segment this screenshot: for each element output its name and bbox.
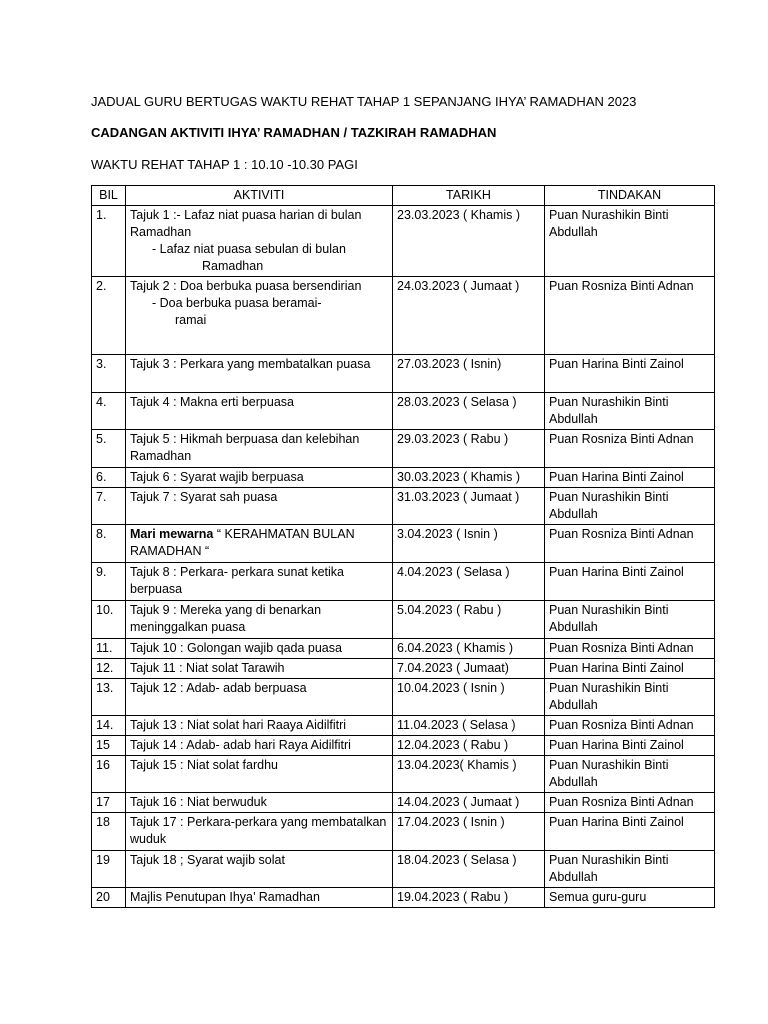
cell-tarikh: 24.03.2023 ( Jumaat ) [393,277,545,355]
cell-tindakan: Puan Rosniza Binti Adnan [545,639,715,659]
table-row [92,206,715,277]
cell-tindakan: Puan Nurashikin Binti Abdullah [545,851,715,888]
cell-tindakan: Puan Harina Binti Zainol [545,659,715,679]
aktiviti-text: Tajuk 18 ; Syarat wajib solat [130,853,285,867]
table-row [92,468,715,488]
cell-tarikh: 19.04.2023 ( Rabu ) [393,888,545,908]
cell-aktiviti [126,430,393,468]
cell-bil: 8. [92,525,126,563]
cell-tarikh: 31.03.2023 ( Jumaat ) [393,488,545,525]
cell-aktiviti [126,659,393,679]
aktiviti-text: Tajuk 9 : Mereka yang di benarkan meninggalkan puasa [130,603,322,634]
cell-tarikh: 23.03.2023 ( Khamis ) [393,206,545,277]
cell-tarikh: 17.04.2023 ( Isnin ) [393,813,545,851]
cell-tindakan: Puan Nurashikin Binti Abdullah [545,679,715,716]
cell-aktiviti [126,468,393,488]
table-row [92,639,715,659]
cell-aktiviti [126,793,393,813]
table-row [92,525,715,563]
cell-tarikh: 30.03.2023 ( Khamis ) [393,468,545,488]
cell-bil: 5. [92,430,126,468]
cell-tindakan: Puan Nurashikin Binti Abdullah [545,601,715,639]
cell-aktiviti [126,277,393,355]
cell-tarikh: 10.04.2023 ( Isnin ) [393,679,545,716]
cell-aktiviti [126,716,393,736]
cell-tarikh: 18.04.2023 ( Selasa ) [393,851,545,888]
cell-bil: 1. [92,206,126,277]
table-row [92,756,715,793]
aktiviti-text: Tajuk 16 : Niat berwuduk [130,795,267,809]
cell-tindakan: Puan Nurashikin Binti Abdullah [545,393,715,430]
cell-tindakan: Puan Harina Binti Zainol [545,355,715,393]
break-time-label: WAKTU REHAT TAHAP 1 : 10.10 -10.30 PAGI [91,157,358,172]
table-row [92,851,715,888]
cell-tarikh: 29.03.2023 ( Rabu ) [393,430,545,468]
table-row [92,736,715,756]
cell-tindakan: Puan Rosniza Binti Adnan [545,525,715,563]
cell-bil: 7. [92,488,126,525]
table-header-row [92,186,715,206]
cell-aktiviti [126,736,393,756]
cell-bil: 12. [92,659,126,679]
cell-bil: 18 [92,813,126,851]
aktiviti-text: Tajuk 8 : Perkara- perkara sunat ketika berpuasa [130,565,344,596]
cell-aktiviti [126,393,393,430]
cell-tindakan: Puan Rosniza Binti Adnan [545,430,715,468]
aktiviti-subitem: - Doa berbuka puasa beramai- [152,296,322,310]
cell-tarikh: 3.04.2023 ( Isnin ) [393,525,545,563]
cell-tarikh: 6.04.2023 ( Khamis ) [393,639,545,659]
cell-bil: 16 [92,756,126,793]
cell-tarikh: 13.04.2023( Khamis ) [393,756,545,793]
cell-aktiviti [126,206,393,277]
table-row [92,488,715,525]
cell-tindakan: Puan Harina Binti Zainol [545,563,715,601]
aktiviti-text: Tajuk 11 : Niat solat Tarawih [130,661,285,675]
aktiviti-text: “ KERAHMATAN BULAN RAMADHAN “ [130,527,355,558]
cell-bil: 19 [92,851,126,888]
cell-aktiviti [126,813,393,851]
cell-aktiviti [126,355,393,393]
aktiviti-text: Tajuk 5 : Hikmah berpuasa dan kelebihan Ramadhan [130,432,360,463]
aktiviti-bold-text: Mari mewarna [130,527,214,541]
table-row [92,563,715,601]
cell-tarikh: 14.04.2023 ( Jumaat ) [393,793,545,813]
cell-bil: 10. [92,601,126,639]
schedule-table [91,185,715,908]
table-row [92,659,715,679]
aktiviti-text: Tajuk 4 : Makna erti berpuasa [130,395,294,409]
cell-bil: 4. [92,393,126,430]
cell-tarikh: 11.04.2023 ( Selasa ) [393,716,545,736]
cell-aktiviti [126,888,393,908]
aktiviti-text: Tajuk 1 :- Lafaz niat puasa harian di bulan Ramadhan [130,208,362,239]
aktiviti-text: Tajuk 14 : Adab- adab hari Raya Aidilfitri [130,738,351,752]
table-row [92,393,715,430]
column-header-tindakan: TINDAKAN [545,186,715,206]
cell-tarikh: 27.03.2023 ( Isnin) [393,355,545,393]
aktiviti-text: Majlis Penutupan Ihya’ Ramadhan [130,890,320,904]
aktiviti-subitem-continuation: Ramadhan [202,259,264,273]
cell-bil: 2. [92,277,126,355]
document-subtitle: CADANGAN AKTIVITI IHYA’ RAMADHAN / TAZKIRAH RAMADHAN [91,125,497,140]
cell-tindakan: Puan Nurashikin Binti Abdullah [545,756,715,793]
aktiviti-text: Tajuk 7 : Syarat sah puasa [130,490,278,504]
aktiviti-text: Tajuk 12 : Adab- adab berpuasa [130,681,307,695]
aktiviti-text: Tajuk 17 : Perkara-perkara yang membatalkan wuduk [130,815,387,846]
cell-tarikh: 12.04.2023 ( Rabu ) [393,736,545,756]
table-row [92,813,715,851]
aktiviti-text: Tajuk 3 : Perkara yang membatalkan puasa [130,357,371,371]
table-row [92,355,715,393]
cell-tindakan: Semua guru-guru [545,888,715,908]
column-header-aktiviti: AKTIVITI [126,186,393,206]
cell-bil: 13. [92,679,126,716]
table-row [92,716,715,736]
column-header-tarikh: TARIKH [393,186,545,206]
cell-aktiviti [126,488,393,525]
cell-tindakan: Puan Harina Binti Zainol [545,813,715,851]
cell-tarikh: 5.04.2023 ( Rabu ) [393,601,545,639]
table-row [92,679,715,716]
cell-aktiviti [126,563,393,601]
cell-bil: 6. [92,468,126,488]
cell-tindakan: Puan Harina Binti Zainol [545,468,715,488]
cell-aktiviti [126,601,393,639]
cell-bil: 11. [92,639,126,659]
cell-aktiviti [126,525,393,563]
cell-tindakan: Puan Rosniza Binti Adnan [545,716,715,736]
cell-tarikh: 4.04.2023 ( Selasa ) [393,563,545,601]
cell-aktiviti [126,756,393,793]
cell-tindakan: Puan Nurashikin Binti Abdullah [545,488,715,525]
document-title: JADUAL GURU BERTUGAS WAKTU REHAT TAHAP 1 SEPANJANG IHYA’ RAMADHAN 2023 [91,94,637,109]
cell-aktiviti [126,679,393,716]
table-row [92,430,715,468]
table-row [92,793,715,813]
cell-tarikh: 28.03.2023 ( Selasa ) [393,393,545,430]
cell-tindakan: Puan Rosniza Binti Adnan [545,277,715,355]
cell-aktiviti [126,639,393,659]
cell-tindakan: Puan Nurashikin Binti Abdullah [545,206,715,277]
cell-tindakan: Puan Rosniza Binti Adnan [545,793,715,813]
cell-bil: 15 [92,736,126,756]
table-row [92,888,715,908]
aktiviti-text: Tajuk 15 : Niat solat fardhu [130,758,278,772]
cell-aktiviti [126,851,393,888]
aktiviti-text: Tajuk 6 : Syarat wajib berpuasa [130,470,304,484]
aktiviti-text: Tajuk 10 : Golongan wajib qada puasa [130,641,342,655]
cell-bil: 3. [92,355,126,393]
table-row [92,601,715,639]
aktiviti-text: Tajuk 13 : Niat solat hari Raaya Aidilfitri [130,718,347,732]
cell-tindakan: Puan Harina Binti Zainol [545,736,715,756]
cell-bil: 14. [92,716,126,736]
cell-bil: 17 [92,793,126,813]
aktiviti-subitem-continuation: ramai [175,313,207,327]
column-header-bil: BIL [92,186,126,206]
aktiviti-text: Tajuk 2 : Doa berbuka puasa bersendirian [130,279,362,293]
cell-tarikh: 7.04.2023 ( Jumaat) [393,659,545,679]
cell-bil: 9. [92,563,126,601]
cell-bil: 20 [92,888,126,908]
table-row [92,277,715,355]
aktiviti-subitem: - Lafaz niat puasa sebulan di bulan [152,242,346,256]
